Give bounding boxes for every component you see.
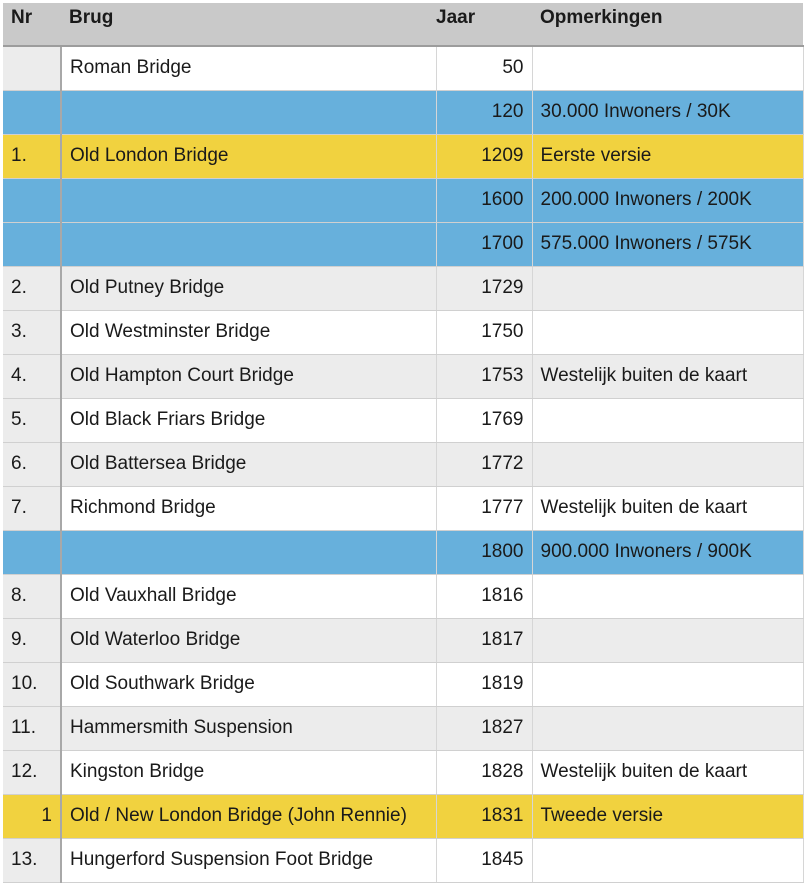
cell-opmerkingen[interactable]	[532, 706, 803, 750]
cell-opmerkingen[interactable]	[532, 398, 803, 442]
cell-nr[interactable]: 5.	[3, 398, 61, 442]
cell-nr[interactable]: 12.	[3, 750, 61, 794]
cell-nr[interactable]: 10.	[3, 662, 61, 706]
cell-opmerkingen[interactable]	[532, 46, 803, 90]
table-row	[3, 618, 803, 662]
cell-jaar[interactable]: 1816	[436, 574, 532, 618]
cell-brug[interactable]: Richmond Bridge	[61, 486, 436, 530]
cell-jaar[interactable]: 1819	[436, 662, 532, 706]
cell-opmerkingen[interactable]: 30.000 Inwoners / 30K	[532, 90, 803, 134]
cell-brug[interactable]: Roman Bridge	[61, 46, 436, 90]
cell-jaar[interactable]: 1827	[436, 706, 532, 750]
cell-brug[interactable]	[61, 178, 436, 222]
table-row	[3, 706, 803, 750]
header-opmerkingen[interactable]: Opmerkingen	[532, 3, 803, 46]
header-nr[interactable]: Nr	[3, 3, 61, 46]
cell-opmerkingen[interactable]: Westelijk buiten de kaart	[532, 486, 803, 530]
table-row	[3, 530, 803, 574]
cell-nr[interactable]: 11.	[3, 706, 61, 750]
cell-jaar[interactable]: 1729	[436, 266, 532, 310]
cell-nr[interactable]: 13.	[3, 838, 61, 882]
cell-jaar[interactable]: 1753	[436, 354, 532, 398]
table-row	[3, 574, 803, 618]
table-row	[3, 46, 803, 90]
table-row	[3, 442, 803, 486]
cell-jaar[interactable]: 1769	[436, 398, 532, 442]
table-row	[3, 662, 803, 706]
cell-opmerkingen[interactable]	[532, 662, 803, 706]
cell-nr[interactable]: 6.	[3, 442, 61, 486]
table-row	[3, 178, 803, 222]
cell-nr[interactable]	[3, 530, 61, 574]
cell-nr[interactable]: 2.	[3, 266, 61, 310]
cell-nr[interactable]: 1.	[3, 134, 61, 178]
cell-opmerkingen[interactable]	[532, 618, 803, 662]
cell-jaar[interactable]: 1845	[436, 838, 532, 882]
cell-brug[interactable]: Old Putney Bridge	[61, 266, 436, 310]
cell-nr[interactable]: 4.	[3, 354, 61, 398]
cell-nr[interactable]: 7.	[3, 486, 61, 530]
cell-jaar[interactable]: 120	[436, 90, 532, 134]
cell-brug[interactable]: Hammersmith Suspension	[61, 706, 436, 750]
cell-opmerkingen[interactable]: Westelijk buiten de kaart	[532, 750, 803, 794]
cell-opmerkingen[interactable]	[532, 442, 803, 486]
cell-opmerkingen[interactable]	[532, 574, 803, 618]
cell-nr[interactable]: 8.	[3, 574, 61, 618]
cell-jaar[interactable]: 1600	[436, 178, 532, 222]
table-row	[3, 838, 803, 882]
cell-nr[interactable]: 9.	[3, 618, 61, 662]
cell-brug[interactable]	[61, 90, 436, 134]
cell-opmerkingen[interactable]	[532, 838, 803, 882]
cell-nr[interactable]	[3, 46, 61, 90]
table-row	[3, 398, 803, 442]
cell-opmerkingen[interactable]: 900.000 Inwoners / 900K	[532, 530, 803, 574]
cell-jaar[interactable]: 1750	[436, 310, 532, 354]
cell-nr[interactable]: 1	[3, 794, 61, 838]
cell-brug[interactable]: Old London Bridge	[61, 134, 436, 178]
cell-jaar[interactable]: 1831	[436, 794, 532, 838]
cell-opmerkingen[interactable]	[532, 266, 803, 310]
cell-brug[interactable]: Old Southwark Bridge	[61, 662, 436, 706]
table-row	[3, 310, 803, 354]
cell-brug[interactable]: Old Vauxhall Bridge	[61, 574, 436, 618]
cell-jaar[interactable]: 50	[436, 46, 532, 90]
cell-jaar[interactable]: 1772	[436, 442, 532, 486]
cell-brug[interactable]: Old / New London Bridge (John Rennie)	[61, 794, 436, 838]
cell-nr[interactable]	[3, 90, 61, 134]
table-body	[3, 46, 803, 882]
cell-brug[interactable]	[61, 530, 436, 574]
cell-jaar[interactable]: 1209	[436, 134, 532, 178]
header-brug[interactable]: Brug	[61, 3, 436, 46]
table-row	[3, 354, 803, 398]
cell-nr[interactable]: 3.	[3, 310, 61, 354]
cell-brug[interactable]: Kingston Bridge	[61, 750, 436, 794]
cell-jaar[interactable]: 1800	[436, 530, 532, 574]
cell-nr[interactable]	[3, 222, 61, 266]
header-row	[3, 3, 803, 46]
table-row	[3, 222, 803, 266]
cell-opmerkingen[interactable]: Tweede versie	[532, 794, 803, 838]
cell-brug[interactable]: Old Westminster Bridge	[61, 310, 436, 354]
table-row	[3, 750, 803, 794]
cell-jaar[interactable]: 1828	[436, 750, 532, 794]
cell-opmerkingen[interactable]: 575.000 Inwoners / 575K	[532, 222, 803, 266]
cell-brug[interactable]	[61, 222, 436, 266]
cell-brug[interactable]: Old Hampton Court Bridge	[61, 354, 436, 398]
cell-brug[interactable]: Old Black Friars Bridge	[61, 398, 436, 442]
cell-jaar[interactable]: 1700	[436, 222, 532, 266]
cell-brug[interactable]: Hungerford Suspension Foot Bridge	[61, 838, 436, 882]
cell-brug[interactable]: Old Waterloo Bridge	[61, 618, 436, 662]
table-row	[3, 266, 803, 310]
cell-jaar[interactable]: 1817	[436, 618, 532, 662]
cell-brug[interactable]: Old Battersea Bridge	[61, 442, 436, 486]
cell-jaar[interactable]: 1777	[436, 486, 532, 530]
table-row	[3, 486, 803, 530]
cell-opmerkingen[interactable]: 200.000 Inwoners / 200K	[532, 178, 803, 222]
table-row	[3, 134, 803, 178]
cell-nr[interactable]	[3, 178, 61, 222]
bridges-table	[3, 3, 804, 883]
cell-opmerkingen[interactable]: Eerste versie	[532, 134, 803, 178]
cell-opmerkingen[interactable]: Westelijk buiten de kaart	[532, 354, 803, 398]
cell-opmerkingen[interactable]	[532, 310, 803, 354]
header-jaar[interactable]: Jaar	[436, 3, 532, 46]
table-row	[3, 794, 803, 838]
table-row	[3, 90, 803, 134]
